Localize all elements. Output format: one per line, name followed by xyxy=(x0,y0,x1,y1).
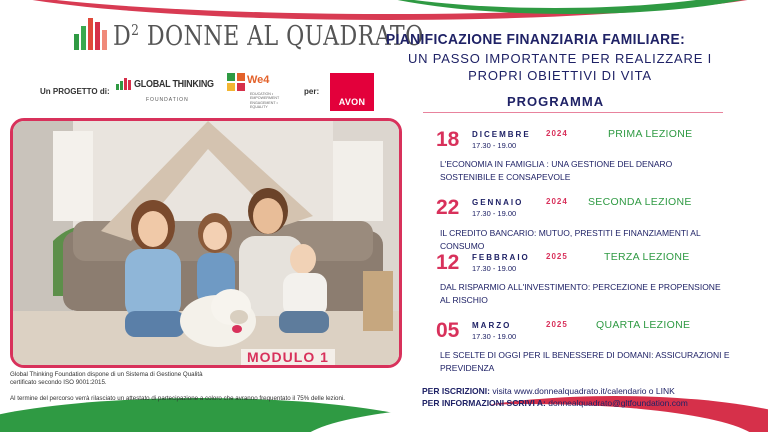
we4-name: We4 xyxy=(247,74,270,86)
lesson-month: MARZO xyxy=(472,321,512,330)
lesson-label: SECONDA LEZIONE xyxy=(588,196,692,208)
global-thinking-logo xyxy=(116,78,223,90)
bar-chart-icon xyxy=(74,18,107,50)
iscrizioni-label: PER ISCRIZIONI: xyxy=(422,386,491,396)
lesson-month: DICEMBRE xyxy=(472,130,531,139)
we4-puzzle-icon xyxy=(226,72,246,92)
we4-tagline: EDUCATION • EMPOWERMENT ENGAGEMENT • EQUALITY xyxy=(250,92,280,110)
gtf-bars-icon xyxy=(116,78,131,90)
lesson-description: DAL RISPARMIO ALL'INVESTIMENTO: PERCEZIONE E PROPENSIONE AL RISCHIO xyxy=(440,282,721,306)
per-label: per: xyxy=(304,87,320,96)
lesson-day: 18 xyxy=(436,128,460,151)
contact-info xyxy=(422,385,752,410)
info-email-link[interactable]: donnealquadrato@gltfoundation.com xyxy=(548,398,688,409)
lesson-description: L'ECONOMIA IN FAMIGLIA : UNA GESTIONE DEL DENARO SOSTENIBILE E CONSAPEVOLE xyxy=(440,159,673,183)
lesson-label: TERZA LEZIONE xyxy=(604,251,690,263)
lesson-day: 05 xyxy=(436,319,460,342)
attestato-note: Al termine del percorso verrà rilasciato un attestato di partecipazione a coloro che avranno frequentato il 75% delle lezioni. xyxy=(10,395,346,402)
lesson-description: LE SCELTE DI OGGI PER IL BENESSERE DI DOMANI: ASSICURAZIONI E PREVIDENZA xyxy=(440,350,730,374)
programma-heading: PROGRAMMA xyxy=(507,94,605,109)
lesson-year: 2025 xyxy=(546,320,568,329)
lesson-month: FEBBRAIO xyxy=(472,253,530,262)
iscrizioni-link[interactable]: visita www.donnealquadrato.it/calendario o LINK xyxy=(492,386,675,396)
page-title: PIANIFICAZIONE FINANZIARIA FAMILIARE: xyxy=(386,31,686,48)
lesson-time: 17.30 - 19.00 xyxy=(472,264,517,273)
iscrizioni-line xyxy=(422,385,752,397)
progetto-label: Un PROGETTO di: xyxy=(40,87,110,96)
info-line xyxy=(422,397,752,409)
lesson-time: 17.30 - 19.00 xyxy=(472,141,517,150)
info-label: PER INFORMAZIONI SCRIVI A: xyxy=(422,398,546,409)
gtf-name: GLOBAL THINKING xyxy=(134,79,214,90)
lesson-label: PRIMA LEZIONE xyxy=(608,128,693,140)
lesson-year: 2024 xyxy=(546,129,568,138)
lesson-time: 17.30 - 19.00 xyxy=(472,332,517,341)
lesson-time: 17.30 - 19.00 xyxy=(472,209,517,218)
programma-divider xyxy=(423,112,723,113)
logo-title: $D^2$ DONNE AL QUADRATO xyxy=(113,21,424,52)
lesson-label: QUARTA LEZIONE xyxy=(596,319,691,331)
avon-logo: AVON xyxy=(330,73,374,111)
gtf-sub: FOUNDATION xyxy=(146,97,189,103)
module-label: MODULO 1 xyxy=(241,349,335,365)
lesson-description: IL CREDITO BANCARIO: MUTUO, PRESTITI E FINANZIAMENTI AL CONSUMO xyxy=(440,228,701,252)
lesson-year: 2024 xyxy=(546,197,568,206)
page-subtitle: UN PASSO IMPORTANTE PER REALIZZARE I PROPRI OBIETTIVI DI VITA xyxy=(407,51,712,83)
lesson-year: 2025 xyxy=(546,252,568,261)
lesson-day: 22 xyxy=(436,196,460,219)
lesson-day: 12 xyxy=(436,251,460,274)
iso-note: Global Thinking Foundation dispone di un Sistema di Gestione Qualità certificato secondo ISO 9001:2015. xyxy=(10,371,203,387)
family-photo xyxy=(10,118,402,368)
lesson-month: GENNAIO xyxy=(472,198,524,207)
